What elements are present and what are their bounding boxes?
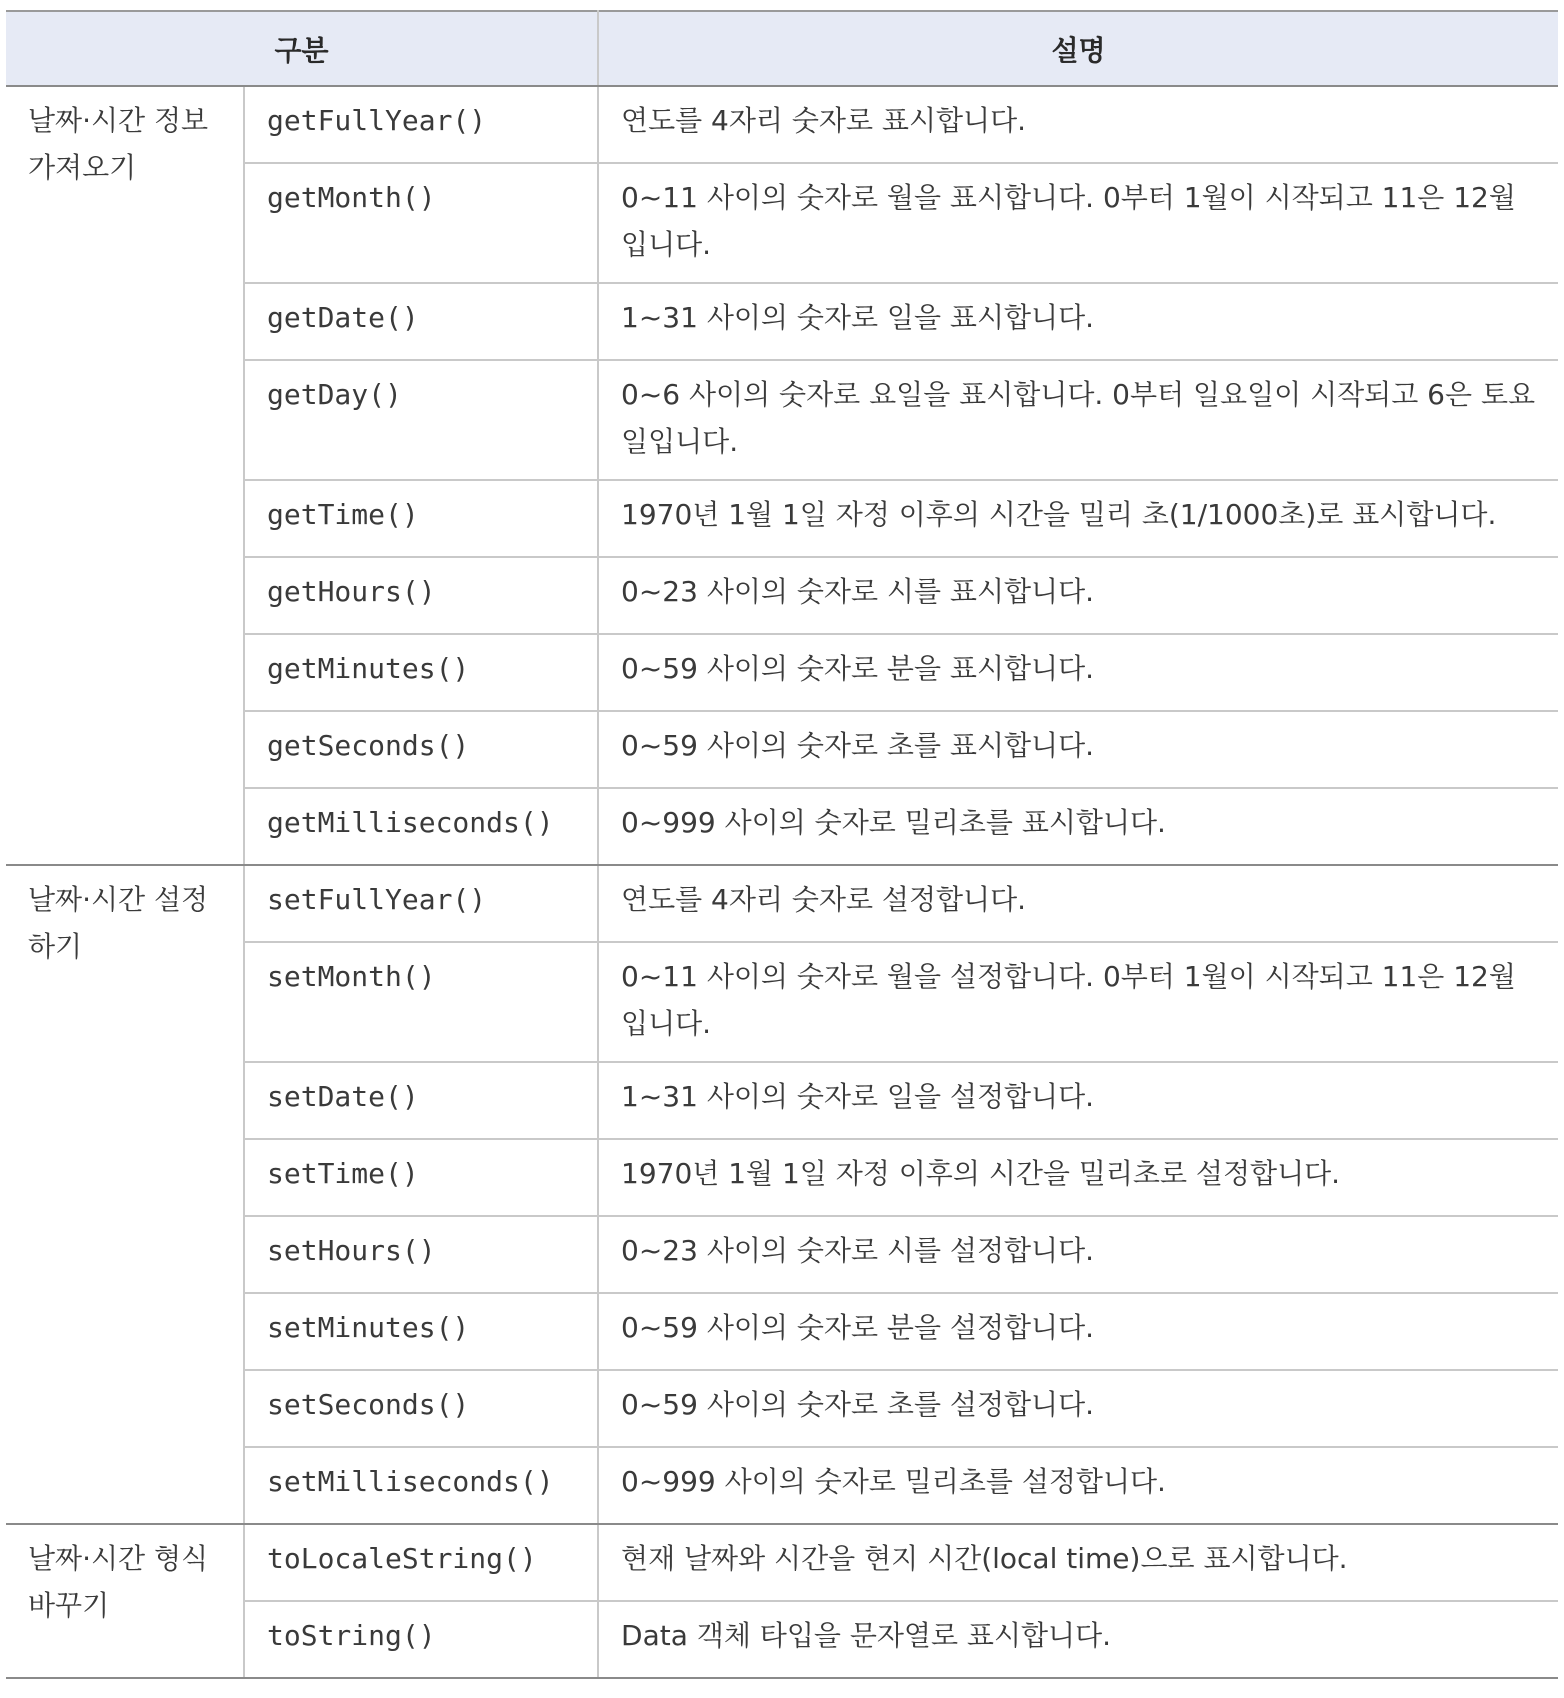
method-description: 1~31 사이의 숫자로 일을 설정합니다. [598,1062,1558,1139]
method-name: getTime() [244,480,598,557]
method-name: setHours() [244,1216,598,1293]
method-description: 0~59 사이의 숫자로 초를 설정합니다. [598,1370,1558,1447]
method-description: 0~11 사이의 숫자로 월을 표시합니다. 0부터 1월이 시작되고 11은 12월입니다. [598,163,1558,283]
method-name: setMonth() [244,942,598,1062]
table-header-row [6,11,1558,86]
method-description: 현재 날짜와 시간을 현지 시간(local time)으로 표시합니다. [598,1524,1558,1601]
method-name: setDate() [244,1062,598,1139]
method-name: setFullYear() [244,865,598,942]
method-name: getFullYear() [244,86,598,163]
table-row [6,86,1558,163]
method-name: getMinutes() [244,634,598,711]
method-description: 0~23 사이의 숫자로 시를 설정합니다. [598,1216,1558,1293]
date-methods-table [6,10,1558,1679]
group-label-set: 날짜·시간 설정하기 [6,865,244,1524]
method-name: getMonth() [244,163,598,283]
method-description: 1~31 사이의 숫자로 일을 표시합니다. [598,283,1558,360]
method-description: 1970년 1월 1일 자정 이후의 시간을 밀리초로 설정합니다. [598,1139,1558,1216]
header-category: 구분 [6,11,598,86]
method-description: 0~59 사이의 숫자로 초를 표시합니다. [598,711,1558,788]
method-name: setMinutes() [244,1293,598,1370]
method-description: 연도를 4자리 숫자로 설정합니다. [598,865,1558,942]
method-description: Data 객체 타입을 문자열로 표시합니다. [598,1601,1558,1678]
table-row [6,1524,1558,1601]
method-description: 1970년 1월 1일 자정 이후의 시간을 밀리 초(1/1000초)로 표시합니다. [598,480,1558,557]
method-name: setMilliseconds() [244,1447,598,1524]
method-description: 0~6 사이의 숫자로 요일을 표시합니다. 0부터 일요일이 시작되고 6은 토요일입니다. [598,360,1558,480]
group-label-get: 날짜·시간 정보 가져오기 [6,86,244,865]
table-row [6,865,1558,942]
method-name: toString() [244,1601,598,1678]
method-description: 0~999 사이의 숫자로 밀리초를 표시합니다. [598,788,1558,865]
method-description: 0~11 사이의 숫자로 월을 설정합니다. 0부터 1월이 시작되고 11은 12월입니다. [598,942,1558,1062]
date-methods-table-container [6,10,1558,1679]
method-name: setSeconds() [244,1370,598,1447]
method-description: 연도를 4자리 숫자로 표시합니다. [598,86,1558,163]
method-description: 0~999 사이의 숫자로 밀리초를 설정합니다. [598,1447,1558,1524]
method-description: 0~59 사이의 숫자로 분을 설정합니다. [598,1293,1558,1370]
group-label-format: 날짜·시간 형식 바꾸기 [6,1524,244,1678]
method-description: 0~59 사이의 숫자로 분을 표시합니다. [598,634,1558,711]
method-name: setTime() [244,1139,598,1216]
method-name: getMilliseconds() [244,788,598,865]
method-description: 0~23 사이의 숫자로 시를 표시합니다. [598,557,1558,634]
header-description: 설명 [598,11,1558,86]
method-name: toLocaleString() [244,1524,598,1601]
method-name: getDate() [244,283,598,360]
method-name: getDay() [244,360,598,480]
method-name: getHours() [244,557,598,634]
method-name: getSeconds() [244,711,598,788]
